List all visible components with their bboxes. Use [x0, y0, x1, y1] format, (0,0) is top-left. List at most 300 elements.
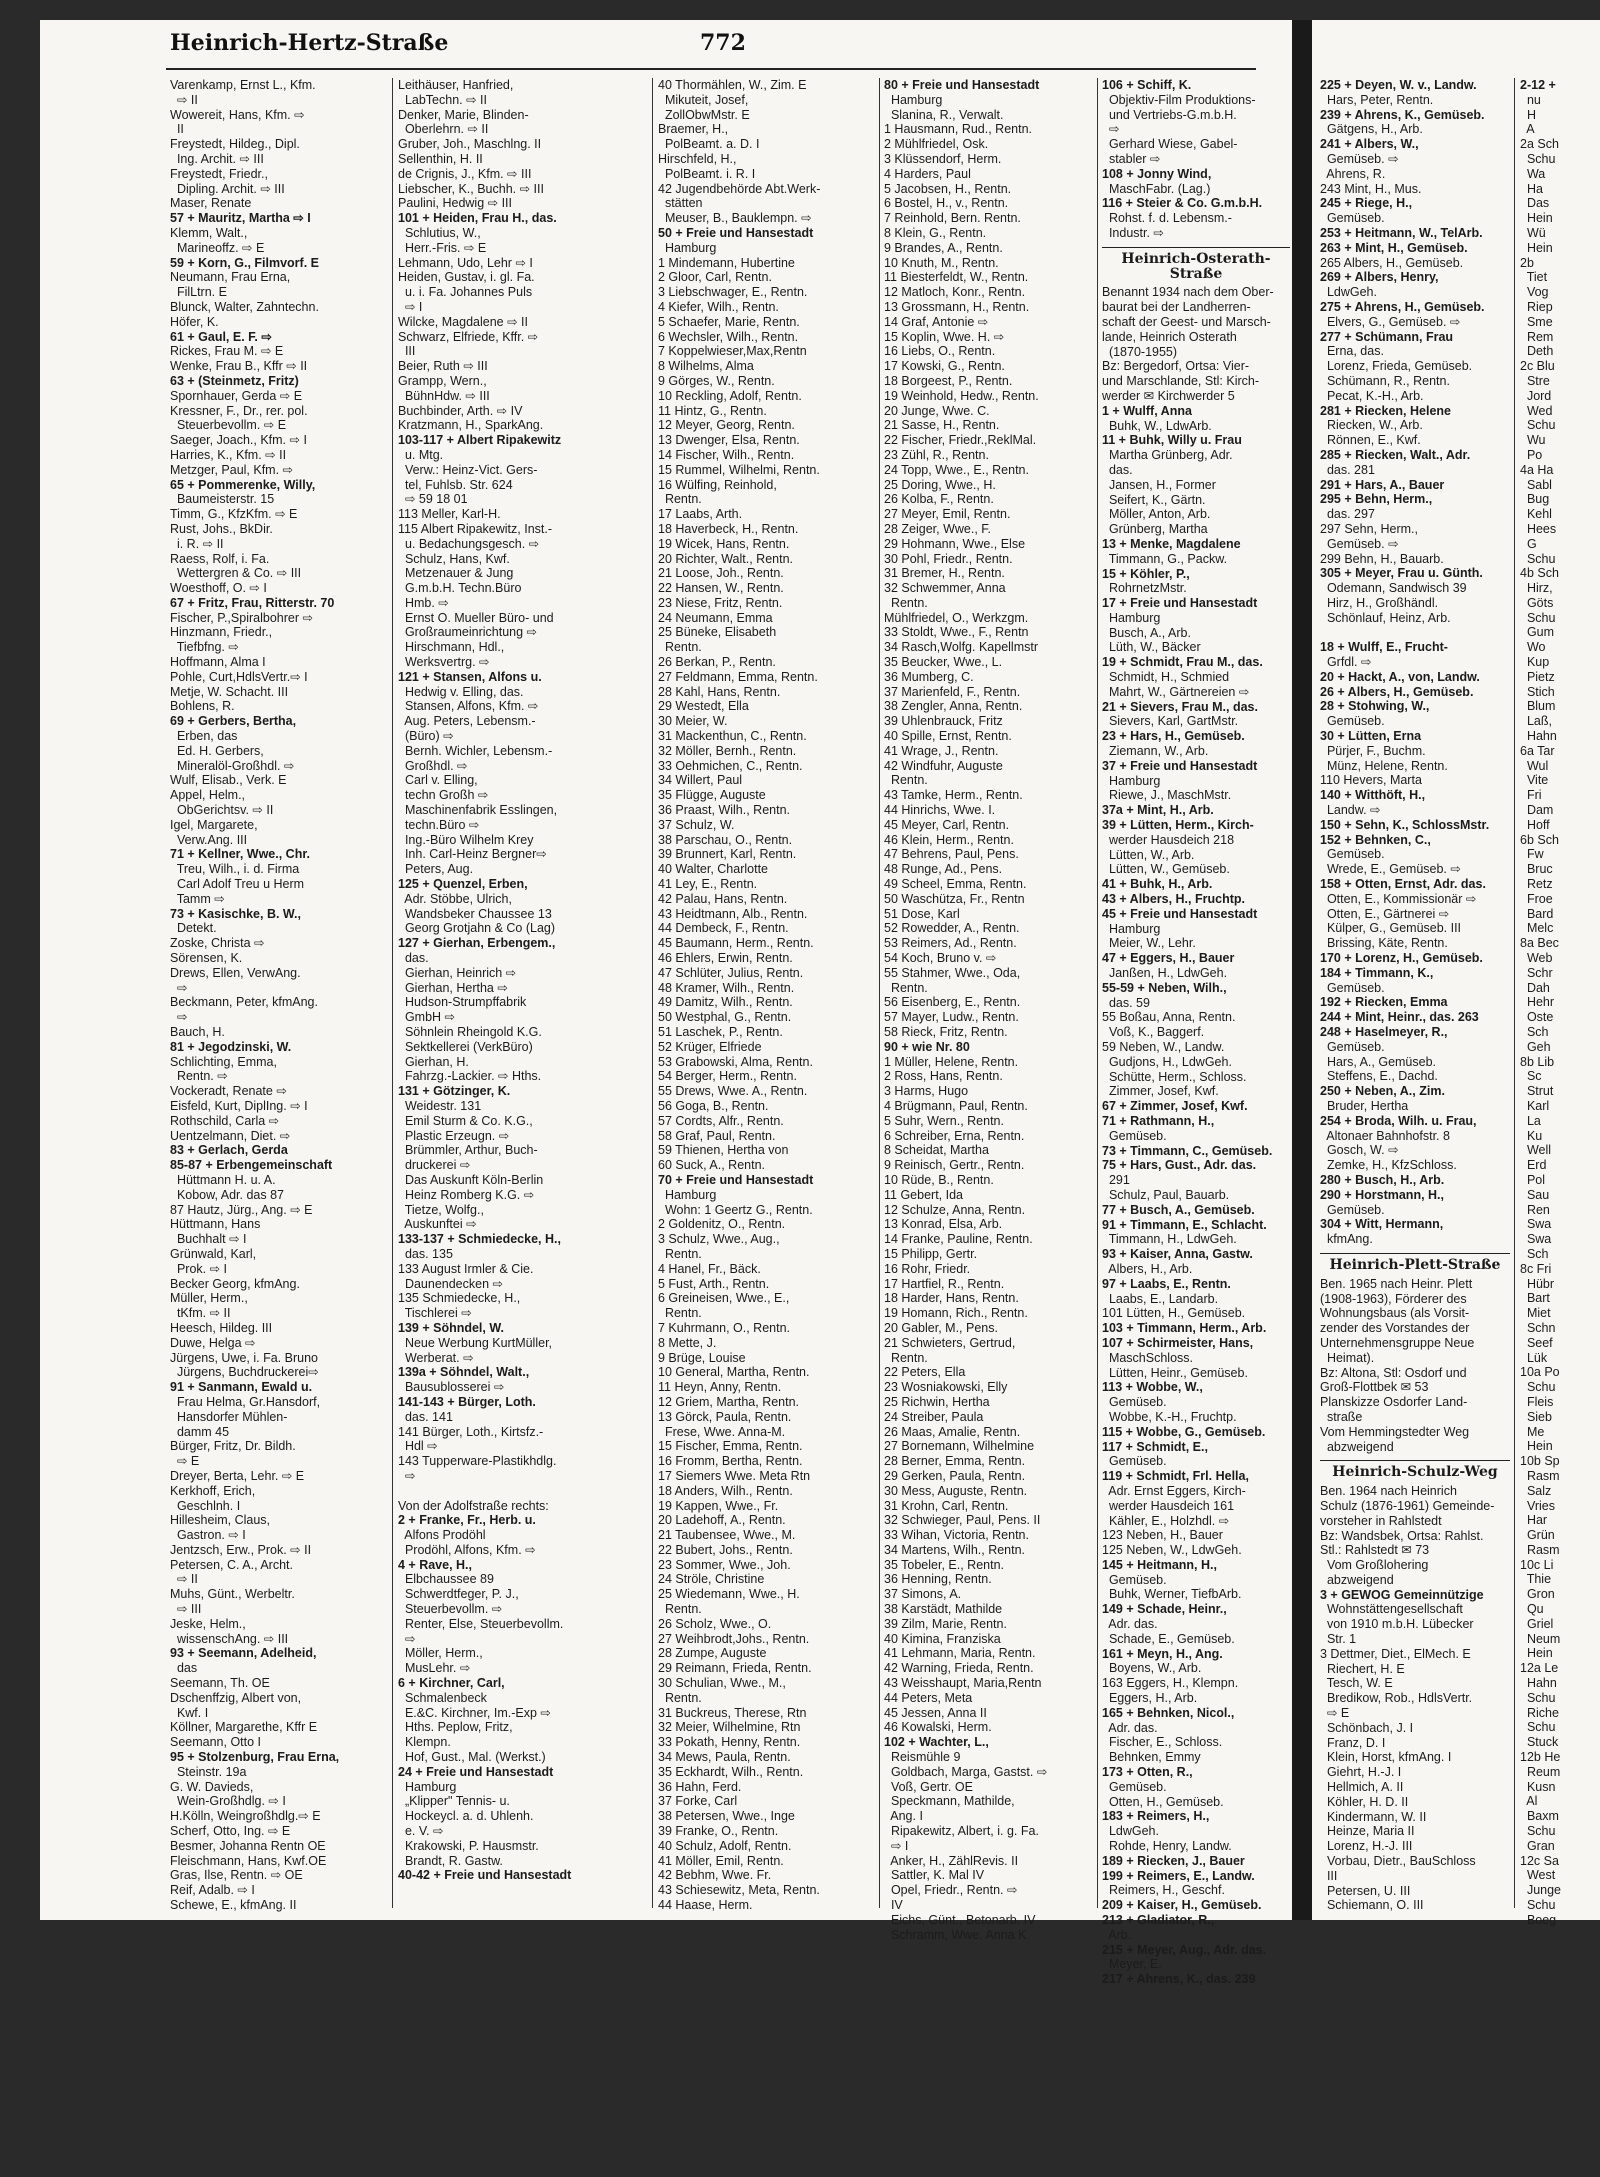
directory-entry: Hamburg [1102, 921, 1161, 936]
directory-entry: ⇨ [1102, 122, 1120, 137]
directory-entry: Seef [1520, 1335, 1553, 1350]
directory-entry: Rentn. [884, 1350, 928, 1365]
directory-entry: 83 + Gerlach, Gerda [170, 1143, 288, 1158]
directory-entry: 103-117 + Albert Ripakewitz [398, 433, 562, 448]
directory-entry: 24 Streiber, Paula [884, 1409, 984, 1424]
directory-entry: Geh [1520, 1039, 1551, 1054]
directory-entry: Sch [1520, 1025, 1549, 1039]
directory-entry: Sme [1520, 314, 1553, 329]
directory-entry: Strut [1520, 1084, 1554, 1099]
directory-entry: Auskunftei ⇨ [398, 1217, 477, 1232]
directory-entry: 11 Heyn, Anny, Rentn. [658, 1380, 782, 1395]
directory-entry: 192 + Riecken, Emma [1320, 995, 1448, 1010]
directory-entry: Sc [1520, 1069, 1542, 1084]
directory-entry: Wohnungsbaus (als Vorsit- [1320, 1306, 1470, 1321]
directory-entry: Lehmann, Udo, Lehr ⇨ I [398, 255, 533, 270]
directory-entry: Boeg [1520, 1912, 1557, 1927]
directory-entry: Stre [1520, 373, 1550, 388]
directory-entry: MusLehr. ⇨ [398, 1661, 471, 1676]
directory-entry: Rentn. [658, 640, 702, 655]
directory-entry: 6 Greineisen, Wwe., E., [658, 1291, 790, 1306]
directory-entry: Schlichting, Emma, [170, 1054, 277, 1069]
directory-entry: 41 Ley, E., Rentn. [658, 877, 758, 892]
directory-entry: Ed. H. Gerbers, [170, 743, 264, 758]
directory-entry: Gierhan, H. [398, 1054, 469, 1069]
directory-entry: Gum [1520, 625, 1555, 640]
directory-entry: 139 + Söhndel, W. [398, 1320, 504, 1335]
directory-entry: Jord [1520, 388, 1552, 403]
directory-entry: ⇨ III [170, 1602, 202, 1617]
directory-entry: Fahrzg.-Lackier. ⇨ Hths. [398, 1069, 542, 1084]
directory-entry: Adr. das. [1102, 1617, 1158, 1632]
directory-entry: Bz: Altona, Stl: Osdorf und [1320, 1365, 1467, 1380]
directory-entry: Detekt. [170, 921, 217, 936]
directory-entry: 101 Lütten, H., Gemüseb. [1102, 1306, 1246, 1321]
directory-entry: 34 Willert, Paul [658, 773, 743, 788]
directory-entry: 189 + Riecken, J., Bauer [1102, 1853, 1245, 1868]
directory-entry: 20 Ladehoff, A., Rentn. [658, 1513, 786, 1528]
directory-entry: u. Mtg. [398, 447, 444, 462]
directory-entry: Albers, H., Arb. [1102, 1261, 1193, 1276]
directory-entry: 40-42 + Freie und Hansestadt [398, 1868, 572, 1883]
directory-entry: Peters, Aug. [398, 862, 474, 877]
directory-entry: 32 Möller, Bernh., Rentn. [658, 743, 797, 758]
directory-entry: 56 Goga, B., Rentn. [658, 1098, 769, 1113]
directory-entry: Bz: Wandsbek, Ortsa: Rahlst. [1320, 1528, 1484, 1543]
directory-entry: 28 + Stohwing, W., [1320, 699, 1430, 714]
directory-entry: Rohde, Henry, Landw. [1102, 1839, 1232, 1854]
directory-entry: 41 + Buhk, H., Arb. [1102, 877, 1213, 892]
directory-entry: 51 Laschek, P., Rentn. [658, 1025, 783, 1039]
directory-entry: Rasm [1520, 1542, 1560, 1557]
directory-entry: Riecken, W., Arb. [1320, 418, 1423, 433]
directory-entry: Maser, Renate [170, 196, 252, 211]
directory-entry: 25 Richwin, Hertha [884, 1394, 990, 1409]
directory-entry: Laabs, E., Landarb. [1102, 1291, 1219, 1306]
directory-entry: 125 Neben, W., LdwGeh. [1102, 1543, 1242, 1558]
directory-entry: 8 Scheidat, Martha [884, 1143, 989, 1158]
directory-entry: 16 Wülfing, Reinhold, [658, 477, 777, 492]
directory-entry: Hedwig v. Elling, das. [398, 684, 524, 699]
directory-entry: Wobbe, K.-H., Fruchtp. [1102, 1409, 1237, 1424]
directory-entry: 46 Klein, Herm., Rentn. [884, 832, 1014, 847]
directory-entry: das. 297 [1320, 507, 1375, 522]
directory-entry: baurat bei der Landherren- [1102, 300, 1251, 315]
directory-entry: 12a Le [1520, 1661, 1559, 1676]
directory-entry: Fw [1520, 847, 1544, 862]
directory-entry: Heimat). [1320, 1350, 1375, 1365]
directory-entry: 22 Peters, Ella [884, 1365, 966, 1380]
directory-entry: Metzger, Paul, Kfm. ⇨ [170, 462, 294, 477]
directory-entry: Großraumeinrichtung ⇨ [398, 625, 537, 640]
directory-entry: Beier, Ruth ⇨ III [398, 359, 488, 374]
directory-entry: 8 Klein, G., Rentn. [884, 225, 987, 240]
directory-entry: Geschlnh. I [170, 1498, 241, 1513]
directory-entry: Hirz, H., Großhändl. [1320, 595, 1439, 610]
directory-entry: Schu [1520, 1898, 1556, 1913]
directory-entry: Harries, K., Kfm. ⇨ II [170, 447, 287, 462]
directory-entry: 17 Kowski, G., Rentn. [884, 359, 1005, 374]
directory-entry: Blum [1520, 699, 1556, 714]
directory-entry: 45 Meyer, Carl, Rentn. [884, 817, 1010, 832]
directory-entry: Janßen, H., LdwGeh. [1102, 966, 1228, 981]
directory-entry: 18 + Wulff, E., Frucht- [1320, 640, 1448, 655]
directory-entry: 133 August Irmler & Cie. [398, 1261, 534, 1276]
directory-entry: Bohlens, R. [170, 699, 235, 714]
directory-entry: Hein [1520, 240, 1553, 255]
directory-entry: Riewe, J., MaschMstr. [1102, 788, 1232, 803]
directory-entry: Me [1520, 1424, 1545, 1439]
directory-entry: G. W. Davieds, [170, 1779, 254, 1794]
directory-entry: 17 + Freie und Hansestadt [1102, 596, 1258, 611]
directory-entry: Hüttmann H. u. A. [170, 1172, 276, 1187]
column-2 [398, 78, 648, 1883]
column-4 [884, 78, 1094, 1942]
directory-entry: Rentn. [658, 492, 702, 507]
directory-entry: 34 Rasch,Wolfg. Kapellmstr [884, 640, 1038, 655]
directory-entry: Reimers, H., Geschf. [1102, 1883, 1225, 1898]
directory-entry: Gierhan, Hertha ⇨ [398, 980, 508, 995]
directory-entry: 53 Reimers, Ad., Rentn. [884, 936, 1017, 951]
directory-entry: 26 Maas, Amalie, Rentn. [884, 1424, 1021, 1439]
directory-entry: schaft der Geest- und Marsch- [1102, 314, 1271, 329]
directory-entry: Pietz [1520, 669, 1555, 684]
directory-entry: 41 Wrage, J., Rentn. [884, 743, 999, 758]
directory-entry: Grün [1520, 1528, 1555, 1543]
directory-entry: 15 + Köhler, P., [1102, 566, 1190, 581]
directory-entry: Schu [1520, 1824, 1556, 1839]
directory-entry: 38 Petersen, Wwe., Inge [658, 1809, 795, 1824]
directory-entry: Ing. Archit. ⇨ III [170, 151, 264, 166]
directory-entry: 55-59 + Neben, Wilh., [1102, 980, 1227, 995]
directory-entry: Petersen, C. A., Archt. [170, 1557, 293, 1572]
directory-entry: 25 Wiedemann, Wwe., H. [658, 1587, 800, 1602]
directory-entry: 42 Palau, Hans, Rentn. [658, 891, 788, 906]
directory-entry: 19 Kappen, Wwe., Fr. [658, 1498, 779, 1513]
directory-entry: Vom Hemmingstedter Weg [1320, 1424, 1470, 1439]
directory-entry: u. i. Fa. Johannes Puls [398, 285, 533, 300]
directory-entry: 4 Kiefer, Wilh., Rentn. [658, 299, 779, 314]
directory-entry: 4b Sch [1520, 566, 1559, 581]
directory-entry: 275 + Ahrens, H., Gemüseb. [1320, 299, 1485, 314]
directory-entry: 50 Waschütza, Fr., Rentn [884, 891, 1025, 906]
directory-entry: Adr. Ernst Eggers, Kirch- [1102, 1483, 1246, 1498]
directory-entry: Al [1520, 1794, 1538, 1809]
directory-entry: Schn [1520, 1320, 1556, 1335]
directory-entry: Gras, Ilse, Rentn. ⇨ OE [170, 1868, 303, 1883]
directory-entry: Saeger, Joach., Kfm. ⇨ I [170, 433, 307, 448]
directory-entry: Hdl ⇨ [398, 1439, 438, 1454]
directory-entry: 5 Suhr, Wern., Rentn. [884, 1113, 1004, 1128]
directory-entry: Woesthoff, O. ⇨ I [170, 581, 267, 596]
directory-entry: Dreyer, Berta, Lehr. ⇨ E [170, 1468, 305, 1483]
directory-entry: 70 + Freie und Hansestadt [658, 1172, 814, 1187]
directory-entry: Tischlerei ⇨ [398, 1306, 472, 1321]
directory-entry: Schr [1520, 965, 1553, 980]
directory-entry: 61 + Gaul, E. F. ⇨ [170, 329, 272, 344]
directory-entry: Tiefbfng. ⇨ [170, 640, 239, 655]
directory-entry: 44 Dembeck, F., Rentn. [658, 921, 789, 936]
directory-entry: 244 + Mint, Heinr., das. 263 [1320, 1010, 1479, 1025]
directory-entry: Gemüseb. [1320, 1202, 1385, 1217]
directory-entry: 18 Anders, Wilh., Rentn. [658, 1483, 793, 1498]
directory-entry: 21 Taubensee, Wwe., M. [658, 1528, 796, 1543]
directory-entry: 28 Kahl, Hans, Rentn. [658, 684, 781, 699]
directory-entry: e. V. ⇨ [398, 1824, 444, 1839]
directory-entry: BühnHdw. ⇨ III [398, 388, 490, 403]
directory-entry: 59 Neben, W., Landw. [1102, 1040, 1225, 1054]
directory-entry: Hof, Gust., Mal. (Werkst.) [398, 1750, 546, 1765]
directory-entry: 40 Thormählen, W., Zim. E [658, 78, 807, 92]
directory-entry: Pohle, Curt,HdlsVertr.⇨ I [170, 669, 308, 684]
directory-entry: Vorbau, Dietr., BauSchloss [1320, 1854, 1476, 1869]
directory-entry: damm 45 [170, 1424, 230, 1439]
directory-entry: Kehl [1520, 507, 1552, 522]
directory-entry: H [1520, 107, 1536, 122]
directory-entry: 45 Baumann, Herm., Rentn. [658, 936, 814, 951]
directory-entry: 23 Zühl, R., Rentn. [884, 447, 989, 462]
directory-entry: Klempn. [398, 1735, 451, 1750]
directory-entry: Hees [1520, 521, 1557, 536]
directory-entry: Eichs, Günt., Betonarb. IV [884, 1912, 1036, 1927]
directory-entry: 35 Flügge, Auguste [658, 788, 766, 803]
directory-entry: 45 + Freie und Hansestadt [1102, 906, 1258, 921]
directory-entry: 42 Windfuhr, Auguste [884, 758, 1003, 773]
directory-entry: 12 Meyer, Georg, Rentn. [658, 418, 795, 433]
directory-entry: 44 Hinrichs, Wwe. I. [884, 803, 996, 818]
directory-entry: 50 Westphal, G., Rentn. [658, 1010, 792, 1025]
directory-entry: 12 Schulze, Anna, Rentn. [884, 1202, 1026, 1217]
directory-entry: das. [1102, 462, 1133, 477]
directory-entry: Buhk, W., LdwArb. [1102, 418, 1212, 433]
directory-entry: Gierhan, Heinrich ⇨ [398, 965, 517, 980]
directory-entry: 243 Mint, H., Mus. [1320, 181, 1422, 196]
directory-entry: Gemüseb. [1320, 714, 1385, 729]
directory-entry: Miet [1520, 1306, 1551, 1321]
directory-entry: Stansen, Alfons, Kfm. ⇨ [398, 699, 539, 714]
directory-entry: Lorenz, H.-J. III [1320, 1839, 1413, 1854]
street-section-heading: Heinrich-Schulz-Weg [1320, 1460, 1510, 1480]
directory-entry: das. 135 [398, 1246, 453, 1261]
directory-entry: Gemüseb. [1320, 980, 1385, 995]
directory-entry: Kwf. I [170, 1705, 209, 1720]
directory-entry: 9 Reinisch, Gertr., Rentn. [884, 1158, 1025, 1173]
directory-entry: Tiet [1520, 270, 1548, 285]
directory-entry: 143 Tupperware-Plastikhdlg. [398, 1454, 557, 1469]
directory-entry: Kratzmann, H., SparkAng. [398, 418, 544, 433]
directory-entry: Bernh. Wichler, Lebensm.- [398, 743, 553, 758]
directory-entry: Schönbach, J. I [1320, 1720, 1414, 1735]
directory-entry: 6a Tar [1520, 743, 1555, 758]
directory-entry: Qu [1520, 1602, 1544, 1617]
directory-entry: Lorenz, Frieda, Gemüseb. [1320, 359, 1473, 374]
directory-entry: Lüth, W., Bäcker [1102, 640, 1201, 655]
directory-entry: i. R. ⇨ II [170, 536, 224, 551]
directory-entry: Schwarz, Elfriede, Kffr. ⇨ [398, 329, 539, 344]
directory-entry: Jentzsch, Erw., Prok. ⇨ II [170, 1542, 312, 1557]
directory-entry: Mikuteit, Josef, [658, 92, 749, 107]
directory-entry: 14 Graf, Antonie ⇨ [884, 314, 989, 329]
directory-entry: Voß, Gertr. OE [884, 1779, 973, 1794]
directory-entry: 13 + Menke, Magdalene [1102, 536, 1241, 551]
directory-entry: 24 Topp, Wwe., E., Rentn. [884, 462, 1029, 477]
directory-entry: 67 + Fritz, Frau, Ritterstr. 70 [170, 595, 335, 610]
directory-entry: 20 Richter, Walt., Rentn. [658, 551, 794, 566]
directory-entry: (1908-1963), Förderer des [1320, 1291, 1467, 1306]
directory-entry: 27 Meyer, Emil, Rentn. [884, 507, 1011, 522]
directory-entry: Hoffmann, Alma I [170, 655, 266, 670]
directory-entry: 209 + Kaiser, H., Gemüseb. [1102, 1898, 1262, 1913]
directory-entry: 93 + Seemann, Adelheid, [170, 1646, 317, 1661]
directory-entry: 31 Buckreus, Therese, Rtn [658, 1705, 807, 1720]
directory-entry: Schümann, R., Rentn. [1320, 373, 1450, 388]
directory-entry: Müller, Herm., [170, 1291, 248, 1306]
directory-entry: Altonaer Bahnhofstr. 8 [1320, 1128, 1450, 1143]
directory-entry: 20 + Hackt, A., von, Landw. [1320, 669, 1480, 684]
directory-entry: 26 Kolba, F., Rentn. [884, 492, 994, 507]
directory-entry: 269 + Albers, Henry, [1320, 270, 1439, 285]
directory-entry: das [170, 1661, 198, 1676]
directory-entry: 19 Homann, Rich., Rentn. [884, 1306, 1028, 1321]
directory-entry: Reum [1520, 1764, 1561, 1779]
directory-entry: 117 + Schmidt, E., [1102, 1439, 1208, 1454]
directory-entry: Emil Sturm & Co. K.G., [398, 1113, 533, 1128]
directory-entry: Buchbinder, Arth. ⇨ IV [398, 403, 523, 418]
directory-entry: PolBeamt. a. D. I [658, 137, 760, 152]
directory-entry: 3 Harms, Hugo [884, 1084, 969, 1099]
directory-entry: Metzenauer & Jung [398, 566, 514, 581]
directory-entry: Wü [1520, 225, 1546, 240]
directory-entry: 53 Grabowski, Alma, Rentn. [658, 1054, 813, 1069]
directory-entry: Reif, Adalb. ⇨ I [170, 1883, 255, 1898]
directory-entry: Karl [1520, 1098, 1550, 1113]
directory-entry: Hamburg [398, 1779, 457, 1794]
directory-entry: Timmann, G., Packw. [1102, 551, 1228, 566]
directory-entry: 5 Fust, Arth., Rentn. [658, 1276, 770, 1291]
directory-entry: Slanina, R., Verwalt. [884, 107, 1004, 122]
header-rule [166, 68, 1256, 70]
directory-entry: LabTechn. ⇨ II [398, 92, 487, 107]
directory-entry: 115 + Wobbe, G., Gemüseb. [1102, 1424, 1266, 1439]
directory-entry: 54 Berger, Herm., Rentn. [658, 1069, 797, 1084]
directory-entry: 295 + Behn, Herm., [1320, 492, 1433, 507]
directory-entry: 173 + Otten, R., [1102, 1765, 1193, 1780]
directory-entry: 7 Koppelwieser,Max,Rentn [658, 344, 807, 359]
directory-entry: 10b Sp [1520, 1454, 1560, 1469]
directory-entry: 290 + Horstmann, H., [1320, 1187, 1444, 1202]
directory-entry: das. 281 [1320, 462, 1375, 477]
directory-entry: 113 + Wobbe, W., [1102, 1380, 1203, 1395]
directory-entry: 37 Simons, A. [884, 1587, 962, 1602]
directory-entry: Jürgens, Uwe, i. Fa. Bruno [170, 1350, 318, 1365]
directory-entry: 59 Thienen, Hertha von [658, 1143, 789, 1158]
directory-entry: 18 Harder, Hans, Rentn. [884, 1291, 1019, 1306]
directory-entry: Hoff [1520, 817, 1550, 832]
directory-entry: 41 Möller, Emil, Rentn. [658, 1853, 784, 1868]
directory-entry: FilLtrn. E [170, 285, 227, 300]
directory-page [40, 20, 1600, 1987]
directory-entry: 17 Hartfiel, R., Rentn. [884, 1276, 1005, 1291]
directory-entry: Petersen, U. III [1320, 1883, 1411, 1898]
directory-entry: 8 Wilhelms, Alma [658, 359, 754, 374]
directory-entry: Muhs, Günt., Werbeltr. [170, 1587, 295, 1602]
directory-entry: Kusn [1520, 1779, 1556, 1794]
directory-entry: Verw.Ang. III [170, 832, 248, 847]
directory-entry: ⇨ II [170, 92, 198, 107]
directory-entry: 10 General, Martha, Rentn. [658, 1365, 810, 1380]
directory-entry: Hths. Peplow, Fritz, [398, 1720, 513, 1735]
directory-entry: Rentn. [658, 1602, 702, 1617]
directory-entry: Goldbach, Marga, Gastst. ⇨ [884, 1764, 1048, 1779]
directory-entry: lande, Heinrich Osterath [1102, 329, 1237, 344]
directory-entry: 29 Gerken, Paula, Rentn. [884, 1468, 1026, 1483]
directory-entry: 28 Berner, Emma, Rentn. [884, 1454, 1026, 1469]
directory-entry: 21 Sasse, H., Rentn. [884, 418, 1000, 433]
directory-entry: Kindermann, W. II [1320, 1809, 1427, 1824]
directory-entry: Froe [1520, 891, 1553, 906]
directory-entry: Sabl [1520, 477, 1552, 492]
directory-entry: Wrede, E., Gemüseb. ⇨ [1320, 862, 1461, 877]
directory-entry: Griel [1520, 1616, 1554, 1631]
directory-entry: 29 Westedt, Ella [658, 699, 749, 714]
directory-entry: 23 Sommer, Wwe., Joh. [658, 1557, 791, 1572]
directory-entry: 45 Jessen, Anna II [884, 1705, 987, 1720]
directory-entry: 37 Forke, Carl [658, 1794, 738, 1809]
directory-entry: werder ✉ Kirchwerder 5 [1102, 388, 1235, 403]
directory-entry: 15 Rummel, Wilhelmi, Rentn. [658, 462, 820, 477]
directory-entry: das. [398, 951, 429, 966]
directory-entry: Spornhauer, Gerda ⇨ E [170, 388, 303, 403]
directory-entry: Hüttmann, Hans [170, 1217, 261, 1232]
directory-entry: Duwe, Helga ⇨ [170, 1335, 256, 1350]
directory-entry: Jeske, Helm., [170, 1616, 246, 1631]
directory-entry: Schu [1520, 418, 1556, 433]
directory-entry: 24 Neumann, Emma [658, 610, 773, 625]
directory-entry: 36 Henning, Rentn. [884, 1572, 992, 1587]
directory-entry: Gemüseb. [1320, 1039, 1385, 1054]
directory-entry: Hars, A., Gemüseb. [1320, 1054, 1437, 1069]
directory-entry: RohrnetzMstr. [1102, 581, 1187, 596]
column-divider [652, 78, 653, 1908]
directory-entry: Gron [1520, 1587, 1555, 1602]
directory-entry: abzweigend [1320, 1439, 1394, 1454]
directory-entry: Frese, Wwe. Anna-M. [658, 1424, 786, 1439]
directory-entry: 248 + Haselmeyer, R., [1320, 1025, 1448, 1039]
directory-entry: Wandsbeker Chaussee 13 [398, 906, 552, 921]
directory-entry: Ben. 1964 nach Heinrich [1320, 1484, 1457, 1499]
directory-entry: Eggers, H., Arb. [1102, 1691, 1198, 1706]
directory-entry: Dipling. Archit. ⇨ III [170, 181, 285, 196]
directory-entry: Appel, Helm., [170, 788, 246, 803]
directory-entry: Igel, Margarete, [170, 817, 258, 832]
directory-entry: Rentn. [658, 1246, 702, 1261]
directory-entry: tKfm. ⇨ II [170, 1306, 231, 1321]
directory-entry: 107 + Schirmeister, Hans, [1102, 1335, 1254, 1350]
directory-entry: Meier, W., Lehr. [1102, 936, 1196, 951]
directory-entry: West [1520, 1868, 1556, 1883]
directory-entry: 14 Fischer, Wilh., Rentn. [658, 447, 795, 462]
directory-entry: Kobow, Adr. das 87 [170, 1187, 284, 1202]
directory-entry: II [170, 122, 184, 137]
directory-entry: 108 + Jonny Wind, [1102, 166, 1212, 181]
column-divider [1514, 78, 1515, 1908]
directory-entry: 95 + Stolzenburg, Frau Erna, [170, 1750, 340, 1765]
directory-entry: 57 + Mauritz, Martha ⇨ I [170, 211, 311, 226]
directory-entry: Sau [1520, 1187, 1550, 1202]
directory-entry: und Marschlande, Stl: Kirch- [1102, 374, 1260, 389]
directory-entry: 19 + Schmidt, Frau M., das. [1102, 655, 1263, 670]
directory-entry: Vom Großlohering [1320, 1558, 1429, 1573]
